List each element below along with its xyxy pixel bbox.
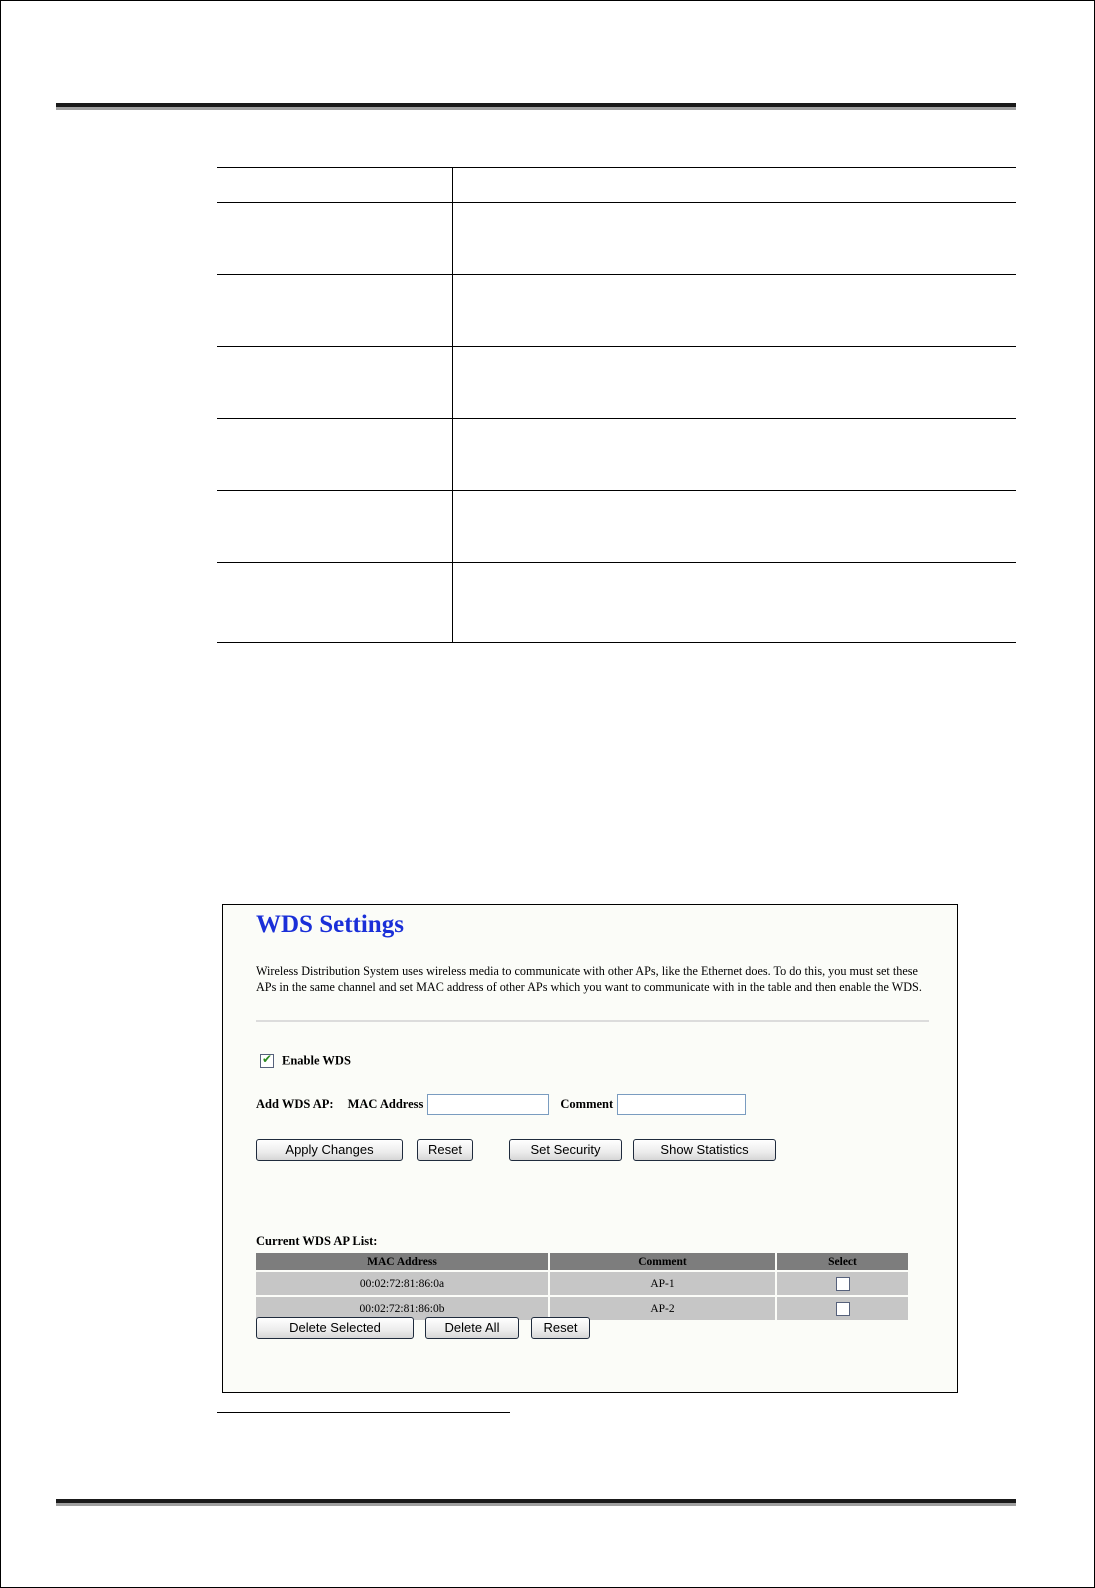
column-header-select: Select xyxy=(776,1253,908,1271)
row-comment: AP-2 xyxy=(549,1296,776,1320)
table-rule xyxy=(217,167,1016,168)
add-wds-ap-row xyxy=(256,1094,746,1115)
table-rule xyxy=(217,418,1016,419)
table-header-row xyxy=(256,1253,908,1271)
column-header-mac: MAC Address xyxy=(256,1253,549,1271)
enable-wds-label: Enable WDS xyxy=(282,1053,351,1068)
footer-rule-shadow xyxy=(56,1503,1016,1506)
page-title: WDS Settings xyxy=(256,911,404,938)
header-rule-shadow xyxy=(56,107,1016,110)
enable-wds-checkbox[interactable] xyxy=(260,1054,274,1068)
table-rule xyxy=(217,274,1016,275)
comment-input[interactable] xyxy=(617,1094,746,1115)
wds-settings-screenshot xyxy=(222,904,958,1393)
table-rule xyxy=(217,346,1016,347)
row-mac-address: 00:02:72:81:86:0a xyxy=(256,1271,549,1296)
table-bottom-rule xyxy=(217,642,1016,643)
wds-ap-table xyxy=(256,1253,908,1320)
row-mac-address: 00:02:72:81:86:0b xyxy=(256,1296,549,1320)
page-description: Wireless Distribution System uses wireless media to communicate with other APs, like the Ethernet does. To do this, you must set these APs in the same channel and set MAC address of other APs which you want to communicate with in the table and then enable the WDS. xyxy=(256,964,922,994)
row-select-checkbox[interactable] xyxy=(836,1302,850,1316)
delete-all-button[interactable]: Delete All xyxy=(425,1317,519,1339)
set-security-button[interactable]: Set Security xyxy=(509,1139,622,1161)
row-select-checkbox[interactable] xyxy=(836,1277,850,1291)
row-comment: AP-1 xyxy=(549,1271,776,1296)
enable-wds-row xyxy=(260,1053,351,1069)
current-wds-ap-list-label: Current WDS AP List: xyxy=(256,1234,378,1248)
add-wds-ap-label: Add WDS AP: xyxy=(256,1097,334,1111)
divider xyxy=(256,1020,929,1022)
mac-address-label: MAC Address xyxy=(347,1097,424,1111)
table-rule xyxy=(217,490,1016,491)
reset-button[interactable]: Reset xyxy=(417,1139,473,1161)
check-icon: ✔ xyxy=(262,1052,273,1067)
table-column-divider xyxy=(452,167,453,642)
reset-list-button[interactable]: Reset xyxy=(531,1317,590,1339)
apply-changes-button[interactable]: Apply Changes xyxy=(256,1139,403,1161)
mac-address-input[interactable] xyxy=(427,1094,549,1115)
column-header-comment: Comment xyxy=(549,1253,776,1271)
delete-selected-button[interactable]: Delete Selected xyxy=(256,1317,414,1339)
row-select-cell xyxy=(776,1296,908,1320)
footnote-rule xyxy=(217,1412,510,1413)
comment-label: Comment xyxy=(560,1097,614,1111)
table-rule xyxy=(217,202,1016,203)
table-row xyxy=(256,1271,908,1296)
show-statistics-button[interactable]: Show Statistics xyxy=(633,1139,776,1161)
table-rule xyxy=(217,562,1016,563)
row-select-cell xyxy=(776,1271,908,1296)
